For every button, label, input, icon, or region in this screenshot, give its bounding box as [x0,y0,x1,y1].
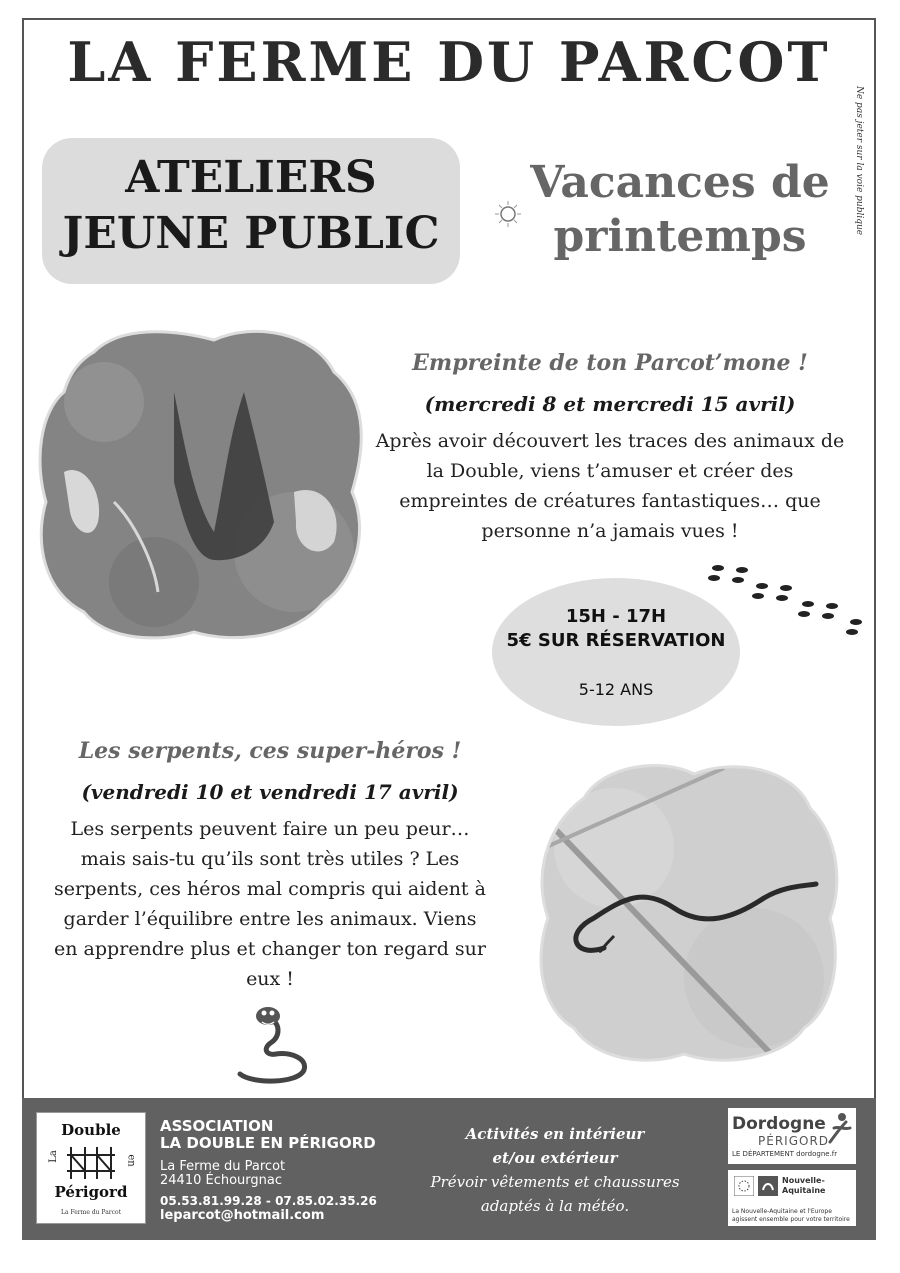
season-line-2: printemps [553,211,807,262]
snake-icon [232,1000,312,1084]
region-eu-logos [728,1170,856,1226]
workshop-1-dates: (mercredi 8 et mercredi 15 avril) [424,392,796,416]
season-line-1: Vacances de [530,157,830,208]
association-name-1: ASSOCIATION [160,1117,274,1135]
association-name-2: LA DOUBLE EN PÉRIGORD [160,1134,376,1152]
sparkle-icon [494,200,522,228]
region-note: La Nouvelle-Aquitaine et l'Europe agissent ensemble pour votre territoire [732,1208,850,1223]
time-slot: 15H - 17H [565,606,667,627]
workshop-2-title: Les serpents, ces super-héros ! [78,738,462,764]
association-contact [160,1118,420,1223]
activities-line-2: et/ou extérieur [492,1149,618,1167]
workshop-2-description: Les serpents peuvent faire un peu peur… mais sais-tu qu’ils sont très utiles ? Les serpents, ces héros mal compris qui aident à garder l’équilibre entre les animaux. Viens en apprendre plus et changer ton regard sur eux ! [54,818,486,990]
runner-icon [826,1112,852,1146]
badge-line-1: ATELIERS [125,152,377,203]
address-line-1: La Ferme du Parcot [160,1159,286,1174]
logo-top-word: Double [61,1121,121,1139]
email-address: leparcot@hotmail.com [160,1208,325,1223]
workshop-2-dates: (vendredi 10 et vendredi 17 avril) [81,780,459,804]
eu-flag-icon [734,1176,754,1196]
activities-line-3: Prévoir vêtements et chaussures [430,1173,680,1191]
logo-side-left: La [47,1150,59,1163]
activities-line-1: Activités en intérieur [465,1125,645,1143]
workshop-1-title: Empreinte de ton Parcot’mone ! [412,350,808,376]
logo-bottom-word: Périgord [54,1183,128,1201]
dordogne-name: Dordogne [732,1114,826,1134]
price: 5€ SUR RÉSERVATION [506,630,726,651]
address-line-2: 24410 Échourgnac [160,1173,283,1188]
badge-line-2: JEUNE PUBLIC [62,208,440,259]
dordogne-logo [728,1108,856,1164]
season-heading [520,156,840,264]
logo-tagline: La Ferme du Parcot [60,1209,122,1216]
age-range: 5-12 ANS [578,680,654,699]
activities-line-4: adaptés à la météo. [480,1197,630,1215]
dordogne-tag: LE DÉPARTEMENT dordogne.fr [732,1150,838,1158]
logo-side-right: en [125,1154,137,1167]
schedule-price-oval [492,578,740,726]
footprint-photo [34,322,370,644]
phone-numbers: 05.53.81.99.28 - 07.85.02.35.26 [160,1194,377,1208]
workshop-1-description: Après avoir découvert les traces des animaux de la Double, viens t’amuser et créer des empreintes de créatures fantastiques… que personne n’a jamais vues ! [375,430,845,542]
snake-photo [534,758,842,1068]
association-logo [36,1112,146,1224]
dordogne-sub: PÉRIGORD [758,1134,830,1148]
activities-note [410,1122,700,1218]
disposal-note: Ne pas jeter sur la voie publique [854,86,864,236]
region-name: Nouvelle-Aquitaine [782,1176,826,1195]
fence-icon [57,1143,125,1183]
audience-badge [42,138,460,284]
region-emblem-icon [758,1176,778,1196]
page-title: LA FERME DU PARCOT [67,30,831,94]
